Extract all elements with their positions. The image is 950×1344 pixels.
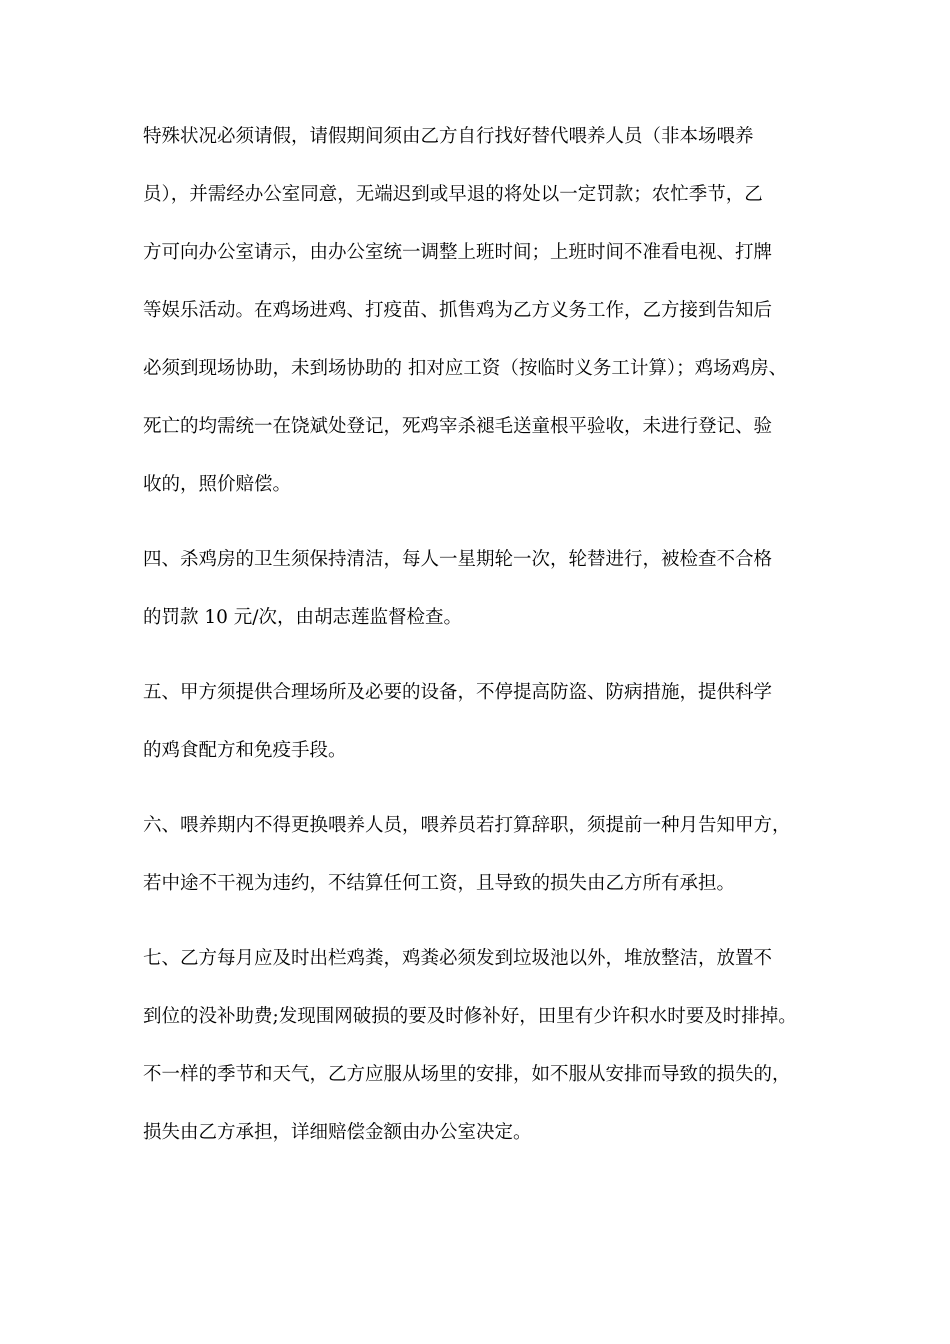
text-line: 收的，照价赔偿。 [143,474,292,495]
text-line: 到位的没补助费;发现围网破损的要及时修补好，田里有少许积水时要及时排掉。 [143,1006,797,1027]
text-line: 六、喂养期内不得更换喂养人员，喂养员若打算辞职，须提前一种月告知甲方， [143,815,791,836]
text-line: 七、乙方每月应及时出栏鸡粪，鸡粪必须发到垃圾池以外，堆放整洁，放置不 [143,948,773,969]
text-line: 若中途不干视为违约，不结算任何工资，且导致的损失由乙方所有承担。 [143,873,736,894]
text-line: 等娱乐活动。在鸡场进鸡、打疫苗、抓售鸡为乙方义务工作，乙方接到告知后 [143,300,773,321]
text-line: 员），并需经办公室同意，无端迟到或早退的将处以一定罚款；农忙季节，乙 [143,184,763,205]
text-line: 的罚款 10 元/次，由胡志莲监督检查。 [143,607,463,628]
text-line: 特殊状况必须请假，请假期间须由乙方自行找好替代喂养人员（非本场喂养 [143,126,754,147]
text-line: 方可向办公室请示，由办公室统一调整上班时间；上班时间不准看电视、打牌 [143,242,773,263]
text-line: 不一样的季节和天气，乙方应服从场里的安排，如不服从安排而导致的损失的， [143,1064,791,1085]
text-line: 损失由乙方承担，详细赔偿金额由办公室决定。 [143,1122,532,1143]
text-line: 死亡的均需统一在饶斌处登记，死鸡宰杀褪毛送童根平验收，未进行登记、验 [143,416,773,437]
text-line: 必须到现场协助，未到场协助的 扣对应工资（按临时义务工计算）；鸡场鸡房、 [143,358,788,379]
text-line: 四、杀鸡房的卫生须保持清洁，每人一星期轮一次，轮替进行，被检查不合格 [143,549,773,570]
text-line: 五、甲方须提供合理场所及必要的设备，不停提高防盗、防病措施，提供科学 [143,682,773,703]
text-line: 的鸡食配方和免疫手段。 [143,740,347,761]
